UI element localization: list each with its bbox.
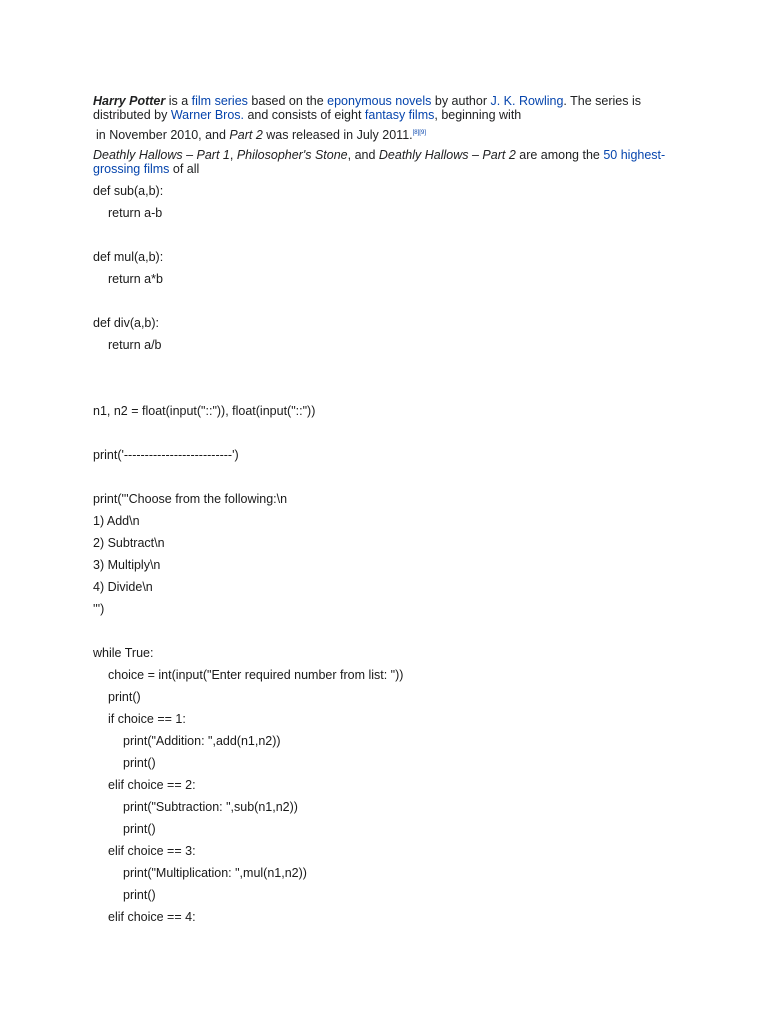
- code-line: [93, 378, 693, 400]
- intro-line-three: [93, 148, 693, 176]
- document-page: [93, 94, 693, 928]
- code-line: print(): [123, 822, 156, 837]
- intro-text: ,: [229, 148, 237, 163]
- intro-text: and consists of eight: [244, 108, 365, 122]
- link-film-series[interactable]: film series: [191, 94, 248, 108]
- intro-text: of all: [169, 162, 200, 177]
- link-warner-bros[interactable]: Warner Bros.: [170, 108, 244, 122]
- code-line: return a*b: [108, 272, 163, 287]
- code-line: [93, 224, 693, 246]
- link-jk-rowling[interactable]: J. K. Rowling: [490, 94, 564, 108]
- code-line: 1) Add\n: [93, 514, 140, 529]
- code-line: elif choice == 2:: [108, 778, 196, 793]
- film-title-italic: Philosopher's Stone: [236, 148, 348, 163]
- intro-text: by author: [431, 94, 491, 108]
- code-line: if choice == 1:: [108, 712, 186, 727]
- code-line: [93, 620, 693, 642]
- code-line: print(): [123, 888, 156, 903]
- code-line: [93, 466, 693, 488]
- code-line: print('''Choose from the following:\n: [93, 492, 288, 507]
- link-highest-grossing[interactable]: 50 highest-grossing films: [93, 148, 666, 177]
- intro-paragraph: [93, 94, 693, 122]
- code-line: choice = int(input("Enter required number from list: ")): [108, 668, 404, 683]
- code-line: 3) Multiply\n: [93, 558, 161, 573]
- link-eponymous-novels[interactable]: eponymous novels: [327, 94, 432, 108]
- intro-text: , and: [347, 148, 379, 163]
- code-line: [93, 356, 693, 378]
- code-line: print("Multiplication: ",mul(n1,n2)): [123, 866, 307, 881]
- code-line: return a/b: [108, 338, 162, 353]
- intro-text: is a: [165, 94, 192, 108]
- code-line: elif choice == 4:: [108, 910, 196, 925]
- code-line: 2) Subtract\n: [93, 536, 165, 551]
- link-fantasy-films[interactable]: fantasy films: [364, 108, 435, 122]
- code-line: elif choice == 3:: [108, 844, 196, 859]
- code-block: [93, 180, 693, 928]
- film-title-italic: Deathly Hallows – Part 1: [93, 148, 230, 163]
- code-line: print('--------------------------'): [93, 448, 239, 463]
- code-line: [93, 290, 693, 312]
- intro-text: based on the: [247, 94, 328, 108]
- title-bold-italic: Harry Potter: [93, 94, 166, 108]
- code-line: print("Subtraction: ",sub(n1,n2)): [123, 800, 298, 815]
- intro-text: was released in July 2011.: [262, 128, 413, 143]
- intro-text: , beginning with: [434, 108, 522, 122]
- intro-text: are among the: [515, 148, 604, 163]
- code-line: while True:: [93, 646, 154, 661]
- intro-text: in November 2010, and: [96, 128, 230, 143]
- code-line: print(): [108, 690, 141, 705]
- code-line: def sub(a,b):: [93, 184, 164, 199]
- part2-italic: Part 2: [229, 128, 263, 143]
- code-line: return a-b: [108, 206, 163, 221]
- code-line: '''): [93, 602, 105, 617]
- citation-link[interactable]: [8][9]: [412, 130, 426, 136]
- code-line: def div(a,b):: [93, 316, 160, 331]
- intro-line-two: [96, 126, 693, 142]
- code-line: print("Addition: ",add(n1,n2)): [123, 734, 281, 749]
- code-line: def mul(a,b):: [93, 250, 164, 265]
- intro-text: . The series is distributed by: [93, 94, 641, 122]
- film-title-italic: Deathly Hallows – Part 2: [378, 148, 516, 163]
- code-line: print(): [123, 756, 156, 771]
- code-line: [93, 422, 693, 444]
- code-line: n1, n2 = float(input("::")), float(input("::")): [93, 404, 316, 419]
- code-line: 4) Divide\n: [93, 580, 153, 595]
